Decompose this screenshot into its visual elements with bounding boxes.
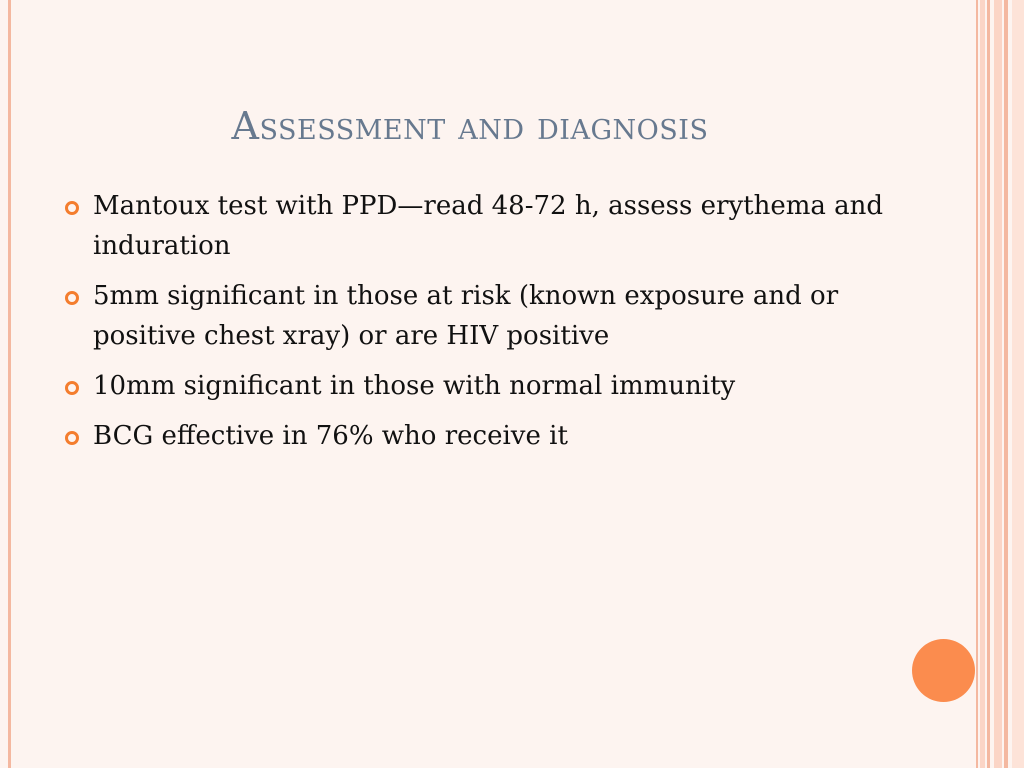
bullet-item [62,366,892,406]
bullet-item [62,276,892,356]
stripe [1012,0,1024,768]
stripe [994,0,1002,768]
bullet-item [62,416,892,456]
bullet-item [62,186,892,266]
ring-bullet-icon [65,431,79,445]
stripe [1004,0,1008,768]
slide-title: Assessment and diagnosis [231,104,709,148]
right-decorative-stripes [976,0,1024,768]
bullet-text: 10mm significant in those with normal immunity [93,371,736,401]
stripe [980,0,985,768]
bullet-text: Mantoux test with PPD—read 48-72 h, assess erythema and induration [93,191,884,261]
ring-bullet-icon [65,381,79,395]
bullet-text: 5mm significant in those at risk (known exposure and or positive chest xray) or are HIV positive [93,281,839,351]
ring-bullet-icon [65,291,79,305]
orange-circle-icon [912,639,975,702]
stripe [987,0,990,768]
stripe [976,0,978,768]
bullet-list [62,186,892,466]
bullet-text: BCG effective in 76% who receive it [93,421,568,451]
ring-bullet-icon [65,201,79,215]
